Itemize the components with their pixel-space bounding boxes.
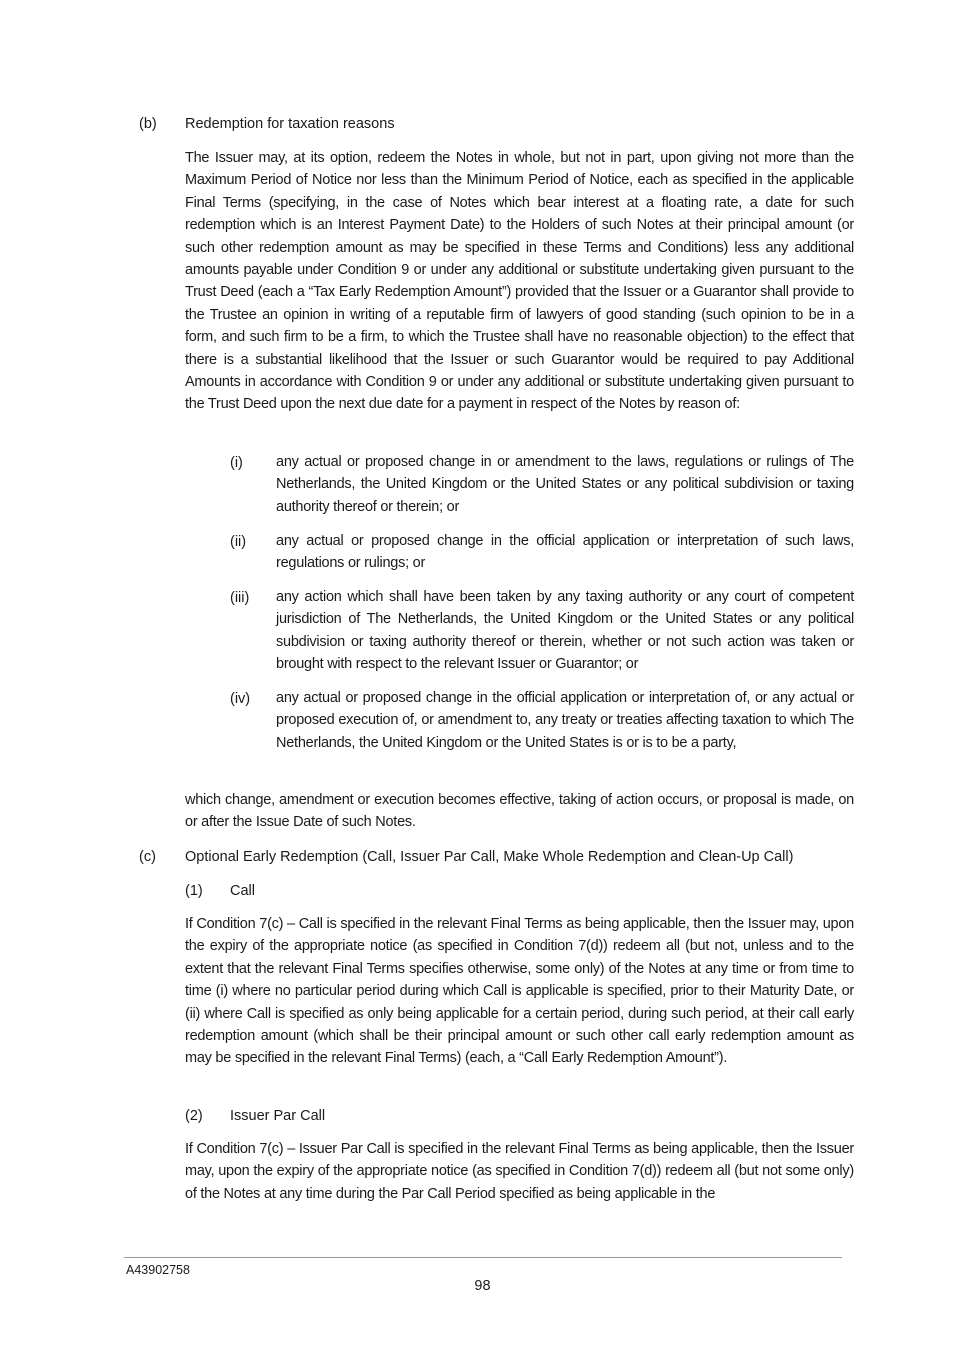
item-i-text: any actual or proposed change in or amendment to the laws, regulations or rulings of The Netherlands, the United Kingdom or the United States or any political subdivision or taxing authority thereof or therein; or [276,454,854,515]
item-i-label: (i) [230,455,243,471]
item-iv-text: any actual or proposed change in the official application or interpretation of, or any actual or proposed execution of, or amendment to, any treaty or treaties affecting taxation to which The Netherlands, the United Kingdom or the United States is or is to be a party, [276,690,854,751]
subsection-2-text: If Condition 7(c) – Issuer Par Call is specified in the relevant Final Terms as being applicable, then the Issuer may, upon the expiry of the appropriate notice (as specified in Condition 7(d)) redeem all (but not some only) of the Notes at any time during the Par Call Period specified as being applicable in the [185,1141,854,1202]
section-c-label: (c) [139,849,156,865]
section-b-label: (b) [139,116,157,132]
subsection-1-text: If Condition 7(c) – Call is specified in the relevant Final Terms as being applicable, then the Issuer may, upon the expiry of the appropriate notice (as specified in Condition 7(d)) redeem all (but not, unless and to the extent that the relevant Final Terms specifies otherwise, some only) of the Notes at any time or from time to time (i) where no particular period during which Call is applicable is specified, prior to their Maturity Date, or (ii) where Call is specified as only being applicable for a certain period, during such period, at their call early redemption amount (which shall be their principal amount or such other call early redemption amount as may be specified in the relevant Final Terms) (each, a “Call Early Redemption Amount”). [185,916,854,1067]
footer-document-id: A43902758 [126,1263,190,1277]
item-iii-label: (iii) [230,590,250,606]
section-b-title: Redemption for taxation reasons [185,116,395,132]
subsection-2-title: Issuer Par Call [230,1108,326,1124]
subsection-1-label: (1) [185,883,203,899]
item-ii-text: any actual or proposed change in the official application or interpretation of such laws, regulations or rulings; or [276,533,854,572]
page-number: 98 [474,1278,491,1294]
footer-divider [124,1257,842,1258]
section-b-closing: which change, amendment or execution becomes effective, taking of action occurs, or proposal is made, on or after the Issue Date of such Notes. [185,792,854,831]
item-iv-label: (iv) [230,691,251,707]
item-ii-label: (ii) [230,534,247,550]
item-iii-text: any action which shall have been taken by any taxing authority or any court of competent jurisdiction of The Netherlands, the United Kingdom or the United States or any political subdivision or taxing authority thereof or therein, whether or not such action was taken or brought with respect to the relevant Issuer or Guarantor; or [276,589,854,673]
subsection-2-label: (2) [185,1108,203,1124]
subsection-1-title: Call [230,883,255,899]
section-c-title: Optional Early Redemption (Call, Issuer Par Call, Make Whole Redemption and Clean-Up Call) [185,849,794,865]
section-b-intro: The Issuer may, at its option, redeem the Notes in whole, but not in part, upon giving not more than the Maximum Period of Notice nor less than the Minimum Period of Notice, each as specified in the applicable Final Terms (specifying, in the case of Notes which bear interest at a floating rate, a date for such redemption which is an Interest Payment Date) to the Holders of such Notes at their principal amount (or such other redemption amount as may be specified in these Terms and Conditions) less any additional amounts payable under Condition 9 or under any additional or substitute undertaking given pursuant to the Trust Deed (each a “Tax Early Redemption Amount”) provided that the Issuer or a Guarantor shall provide to the Trustee an opinion in writing of a reputable firm of lawyers of good standing (such opinion to be in a form, and such firm to be a firm, to which the Trustee shall have no reasonable objection) to the effect that there is a substantial likelihood that the Issuer or such Guarantor would be required to pay Additional Amounts in accordance with Condition 9 or under any additional or substitute undertaking given pursuant to the Trust Deed upon the next due date for a payment in respect of the Notes by reason of: [185,150,854,413]
